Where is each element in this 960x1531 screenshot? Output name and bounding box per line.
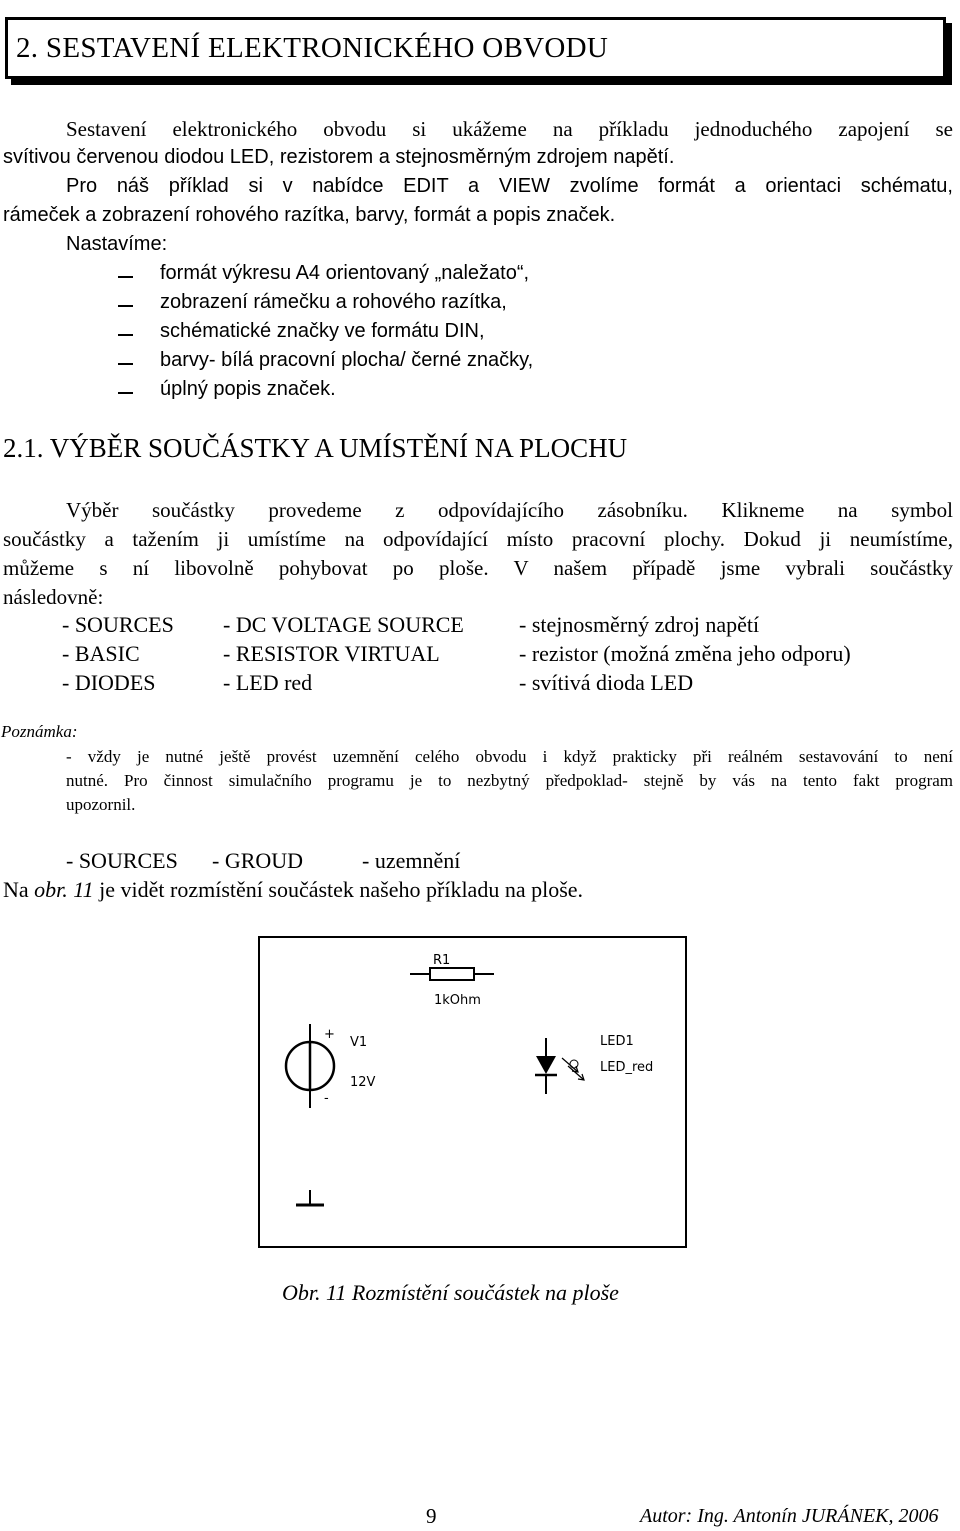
section-heading: 2.1. VÝBĚR SOUČÁSTKY A UMÍSTĚNÍ NA PLOCHU bbox=[3, 433, 628, 463]
source-value: 12V bbox=[350, 1075, 376, 1090]
schematic-figure bbox=[258, 936, 687, 1248]
ground-component: - GROUD bbox=[212, 848, 304, 873]
intro-line-4: rámeček a zobrazení rohového razítka, barvy, formát a popis značek. bbox=[3, 204, 616, 226]
note-label: Poznámka: bbox=[1, 722, 78, 741]
intro-line-2: svítivou červenou diodou LED, rezistorem a stejnosměrným zdrojem napětí. bbox=[3, 146, 675, 168]
list-dash bbox=[118, 305, 133, 307]
settings-item: schématické značky ve formátu DIN, bbox=[160, 320, 485, 342]
author-credit: Autor: Ing. Antonín JURÁNEK, 2006 bbox=[640, 1505, 939, 1527]
led-symbol[interactable] bbox=[535, 1038, 584, 1094]
part-group: - DIODES bbox=[62, 670, 156, 695]
figure-caption: Obr. 11 Rozmístění součástek na ploše bbox=[282, 1280, 619, 1305]
ground-group: - SOURCES bbox=[66, 848, 178, 873]
part-description: - svítivá dioda LED bbox=[519, 670, 694, 695]
part-component: - LED red bbox=[223, 670, 313, 695]
part-group: - BASIC bbox=[62, 641, 140, 666]
ground-symbol[interactable] bbox=[296, 1190, 324, 1205]
list-dash bbox=[118, 363, 133, 365]
resistor-symbol[interactable] bbox=[410, 968, 494, 980]
section-line-1: Výběr součástky provedeme z odpovídajícího zásobníku. Klikneme na symbol bbox=[66, 498, 953, 522]
led-model: LED_red bbox=[600, 1060, 654, 1075]
source-minus-sign: - bbox=[324, 1091, 329, 1106]
intro-line-1: Sestavení elektronického obvodu si ukážeme na příkladu jednoduchého zapojení se bbox=[66, 117, 953, 141]
source-name: V1 bbox=[350, 1035, 368, 1050]
settings-item: formát výkresu A4 orientovaný „naležato“, bbox=[160, 262, 530, 284]
led-name: LED1 bbox=[600, 1034, 634, 1049]
settings-item: úplný popis značek. bbox=[160, 378, 336, 400]
figure-ref-link: obr. 11 bbox=[34, 877, 94, 902]
list-dash bbox=[118, 276, 133, 278]
source-plus-sign: + bbox=[324, 1027, 335, 1042]
list-dash bbox=[118, 392, 133, 394]
part-description: - stejnosměrný zdroj napětí bbox=[519, 612, 760, 637]
note-line-2: nutné. Pro činnost simulačního programu je to nezbytný předpoklad- stejně by vás na tento fakt program bbox=[66, 771, 953, 790]
settings-item: zobrazení rámečku a rohového razítka, bbox=[160, 291, 507, 313]
note-line-1: - vždy je nutné ještě provést uzemnění celého obvodu i když prakticky při reálném sestavování to není bbox=[66, 747, 953, 766]
part-group: - SOURCES bbox=[62, 612, 174, 637]
figure-reference: Na obr. 11 je vidět rozmístění součástek našeho příkladu na ploše. bbox=[3, 877, 584, 902]
part-component: - DC VOLTAGE SOURCE bbox=[223, 612, 464, 637]
list-dash bbox=[118, 334, 133, 336]
section-line-4: následovně: bbox=[3, 585, 104, 609]
ground-description: - uzemnění bbox=[362, 848, 461, 873]
resistor-value: 1kOhm bbox=[434, 993, 481, 1008]
section-line-3: můžeme s ní libovolně pohybovat po ploše. V našem případě jsme vybrali součástky bbox=[3, 556, 953, 580]
settings-item: barvy- bílá pracovní plocha/ černé značky, bbox=[160, 349, 534, 371]
intro-line-3: Pro náš příklad si v nabídce EDIT a VIEW zvolíme formát a orientaci schématu, bbox=[66, 175, 953, 197]
intro-line-5: Nastavíme: bbox=[66, 233, 168, 255]
chapter-heading: 2. SESTAVENÍ ELEKTRONICKÉHO OBVODU bbox=[16, 32, 609, 64]
note-line-3: upozornil. bbox=[66, 795, 136, 814]
part-description: - rezistor (možná změna jeho odporu) bbox=[519, 641, 851, 666]
part-component: - RESISTOR VIRTUAL bbox=[223, 641, 440, 666]
section-line-2: součástky a tažením ji umístíme na odpovídající místo pracovní plochy. Dokud ji neumístíme, bbox=[3, 527, 953, 551]
chapter-heading-box bbox=[5, 17, 946, 79]
resistor-name: R1 bbox=[433, 953, 451, 968]
page-number: 9 bbox=[426, 1504, 437, 1528]
